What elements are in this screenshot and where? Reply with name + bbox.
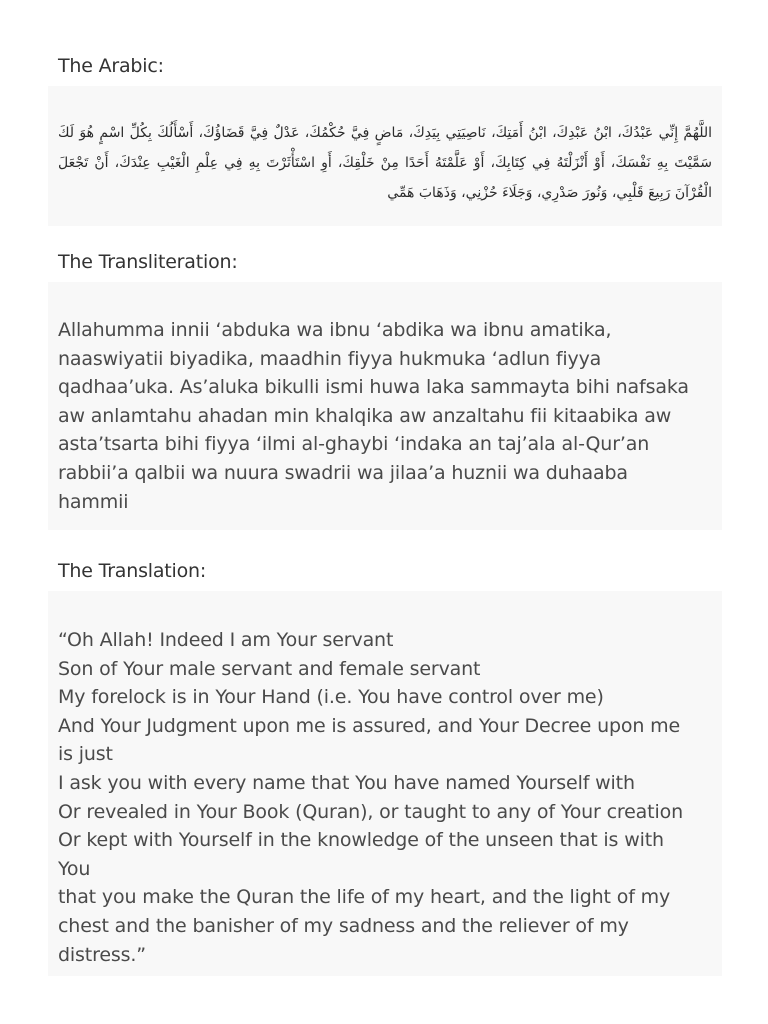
- transliteration-line: asta’tsarta bihi fiyya ‘ilmi al-ghaybi ‘indaka an taj’ala al-Qur’an: [58, 433, 650, 456]
- translation-line: “Oh Allah! Indeed I am Your servant: [58, 629, 394, 651]
- transliteration-line: hammii: [58, 490, 129, 513]
- transliteration-line: aw anlamtahu ahadan min khalqika aw anzaltahu fii kitaabika aw: [58, 404, 672, 427]
- transliteration-line: Allahumma innii ‘abduka wa ibnu ‘abdika wa ibnu amatika,: [58, 319, 612, 341]
- translation-line: And Your Judgment upon me is assured, and Your Decree upon me: [58, 714, 681, 737]
- transliteration-text: [58, 316, 718, 516]
- transliteration-line: rabbii’a qalbii wa nuura swadrii wa jilaa’a huznii wa duhaaba: [58, 461, 628, 484]
- transliteration-line: naaswiyatii biyadika, maadhin fiyya hukmuka ‘adlun fiyya: [58, 347, 602, 370]
- translation-line: that you make the Quran the life of my heart, and the light of my: [58, 886, 671, 909]
- transliteration-heading: The Transliteration:: [58, 251, 238, 273]
- translation-text: [58, 626, 718, 969]
- translation-line: Son of Your male servant and female servant: [58, 657, 481, 680]
- translation-line: You: [58, 857, 91, 880]
- translation-line: is just: [58, 743, 113, 766]
- arabic-heading: The Arabic:: [58, 55, 164, 77]
- translation-line: chest and the banisher of my sadness and the reliever of my: [58, 914, 629, 937]
- translation-heading: The Translation:: [58, 560, 207, 582]
- translation-line: My forelock is in Your Hand (i.e. You have control over me): [58, 686, 604, 709]
- arabic-text: اللَّهُمَّ إِنِّي عَبْدُكَ، ابْنُ عَبْدِكَ، ابْنُ أَمَتِكَ، نَاصِيَتِي بِيَدِكَ، مَاضٍ فِيَّ حُكْمُكَ، عَدْلٌ فِيَّ قَضَاؤُكَ، أَسْأَلُكَ بِكُلِّ اسْمٍ هُوَ لَكَ سَمَّيْتَ بِهِ نَفْسَكَ، أَوْ أَنْزَلْتَهُ فِي كِتَابِكَ، أَوْ عَلَّمْتَهُ أَحَدًا مِنْ خَلْقِكَ، أَوِ اسْتَأْثَرْتَ بِهِ فِي عِلْمِ الْغَيْبِ عِنْدَكَ، أَنْ تَجْعَلَ الْقُرْآنَ رَبِيعَ قَلْبِي، وَنُورَ صَدْرِي، وَجَلَاءَ حُزْنِي، وَذَهَابَ هَمِّي: [58, 125, 712, 201]
- translation-line: distress.”: [58, 943, 146, 966]
- translation-line: I ask you with every name that You have named Yourself with: [58, 771, 635, 794]
- arabic-panel: [48, 86, 722, 226]
- translation-line: Or kept with Yourself in the knowledge of the unseen that is with: [58, 829, 664, 852]
- transliteration-line: qadhaa’uka. As’aluka bikulli ismi huwa laka sammayta bihi nafsaka: [58, 376, 689, 399]
- translation-line: Or revealed in Your Book (Quran), or taught to any of Your creation: [58, 800, 683, 823]
